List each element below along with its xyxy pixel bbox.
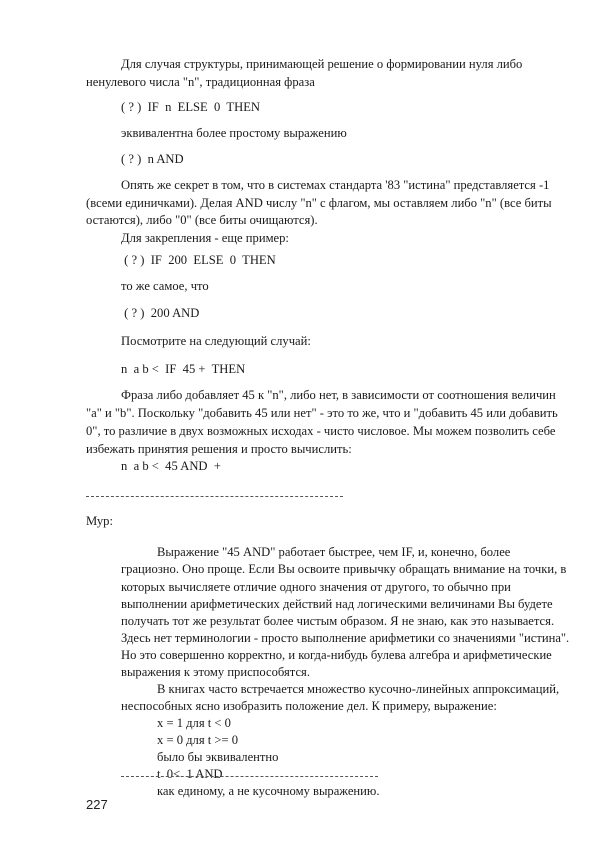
paragraph-line: Посмотрите на следующий случай: xyxy=(121,334,311,348)
paragraph-line: которых вычисляете отличие одного значения от другого, то обычно при xyxy=(121,580,511,594)
paragraph-line: эквивалентна более простому выражению xyxy=(121,126,347,140)
paragraph-line: неспособных ясно изобразить положение дел. К примеру, выражение: xyxy=(121,699,497,713)
paragraph-line: получать тот же результат более чистым образом. Я не знаю, как это называется. xyxy=(121,614,555,628)
code-line: ( ? ) 200 AND xyxy=(121,306,200,320)
paragraph-line: избежать принятия решения и просто вычислить: xyxy=(86,442,352,456)
paragraph-line: "a" и "b". Поскольку "добавить 45 или нет" - это то же, что и "добавить 45 или добавить xyxy=(86,406,558,420)
code-line: n a b < IF 45 + THEN xyxy=(121,362,246,376)
paragraph-line: Опять же секрет в том, что в системах стандарта '83 "истина" представляется -1 xyxy=(121,178,550,192)
paragraph-line: выражения к этому приспособятся. xyxy=(121,665,310,679)
code-line: ( ? ) IF 200 ELSE 0 THEN xyxy=(121,253,276,267)
paragraph-line: Но это совершенно корректно, и когда-нибудь булева алгебра и арифметические xyxy=(121,648,552,662)
code-line: ( ? ) IF n ELSE 0 THEN xyxy=(121,100,260,114)
paragraph-line: (всеми единичками). Делая AND числу "n" с флагом, мы оставляем либо "n" (все биты xyxy=(86,196,552,210)
separator-line-bottom xyxy=(121,776,378,777)
paragraph-line: остаются), либо "0" (все биты очищаются). xyxy=(86,213,318,227)
paragraph-line: Здесь нет терминологии - просто выполнение арифметики со значениями "истина". xyxy=(121,631,570,645)
code-line: ( ? ) n AND xyxy=(121,152,184,166)
paragraph-line: Фраза либо добавляет 45 к "n", либо нет, в зависимости от соотношения величин xyxy=(121,388,556,402)
formula-line: было бы эквивалентно xyxy=(157,750,279,764)
paragraph-line: 0", то различие в двух возможных исходах - чисто числовое. Мы можем позволить себе xyxy=(86,424,556,438)
formula-line: x = 1 для t < 0 xyxy=(157,716,231,730)
page-number: 227 xyxy=(86,797,108,812)
paragraph-line: грациозно. Оно проще. Если Вы освоите привычку обращать внимание на точки, в xyxy=(121,562,567,576)
paragraph-line: выполнении арифметических действий над логическими величинами Вы будете xyxy=(121,597,553,611)
formula-line: как единому, а не кусочному выражению. xyxy=(157,784,380,798)
paragraph-line: ненулевого числа "n", традиционная фраза xyxy=(86,75,315,89)
paragraph-line: то же самое, что xyxy=(121,279,209,293)
code-line: n a b < 45 AND + xyxy=(121,459,221,473)
formula-line: t 0< 1 AND xyxy=(157,767,223,781)
separator-line xyxy=(86,496,343,497)
paragraph-line: Выражение "45 AND" работает быстрее, чем IF, и, конечно, более xyxy=(157,545,511,559)
formula-line: x = 0 для t >= 0 xyxy=(157,733,239,747)
paragraph-line: В книгах часто встречается множество кусочно-линейных аппроксимаций, xyxy=(157,682,560,696)
speaker-label: Мур: xyxy=(86,514,113,528)
paragraph-line: Для закрепления - еще пример: xyxy=(121,231,289,245)
paragraph-line: Для случая структуры, принимающей решение о формировании нуля либо xyxy=(121,57,523,71)
